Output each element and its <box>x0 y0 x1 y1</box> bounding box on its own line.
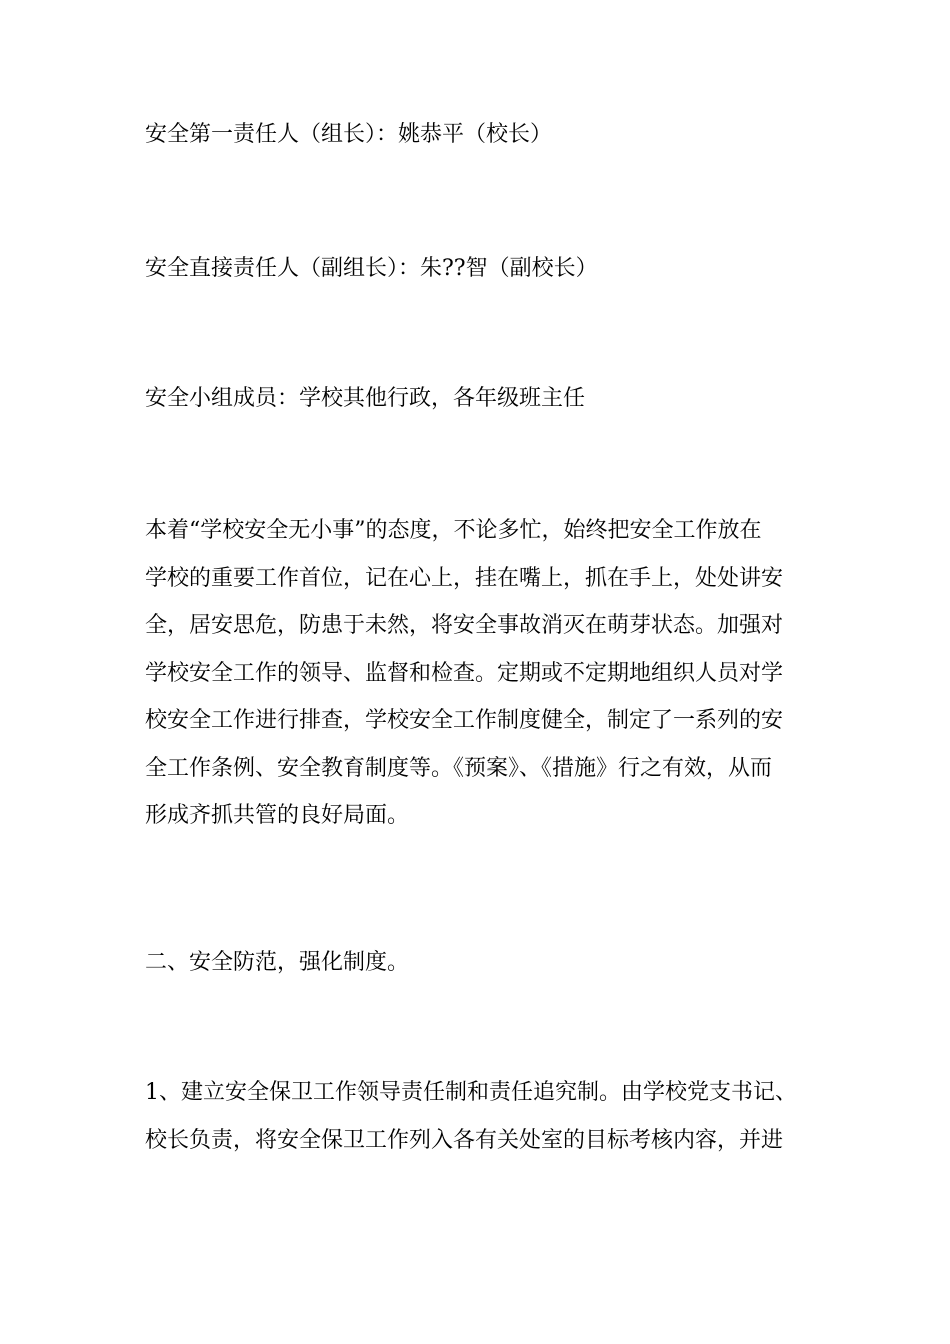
paragraph-line: 1、建立安全保卫工作领导责任制和责任追究制。由学校党支书记、 <box>145 1080 797 1105</box>
first-responsible-person-line: 安全第一责任人（组长）：姚恭平（校长） <box>145 122 553 147</box>
paragraph-line: 学校的重要工作首位，记在心上，挂在嘴上，抓在手上，处处讲安 <box>145 565 784 591</box>
paragraph-line: 形成齐抓共管的良好局面。 <box>145 803 410 828</box>
direct-responsible-person-line: 安全直接责任人（副组长）：朱??智（副校长） <box>145 256 598 281</box>
paragraph-line: 全，居安思危，防患于未然，将安全事故消灭在萌芽状态。加强对 <box>145 613 784 638</box>
paragraph-line: 学校安全工作的领导、监督和检查。定期或不定期地组织人员对学 <box>145 660 784 686</box>
safety-attitude-paragraph <box>145 507 810 840</box>
responsibility-system-paragraph <box>145 1069 810 1164</box>
safety-team-members-line: 安全小组成员：学校其他行政，各年级班主任 <box>145 386 586 411</box>
section-heading: 二、安全防范，强化制度。 <box>145 950 410 975</box>
paragraph-line: 校长负责，将安全保卫工作列入各有关处室的目标考核内容，并进 <box>145 1127 784 1153</box>
paragraph-line: 校安全工作进行排查，学校安全工作制度健全，制定了一系列的安 <box>145 708 784 733</box>
paragraph-line: 全工作条例、安全教育制度等。《预案》、《措施》行之有效，从而 <box>145 755 773 781</box>
paragraph-line: 本着“学校安全无小事”的态度，不论多忙，始终把安全工作放在 <box>145 518 762 543</box>
